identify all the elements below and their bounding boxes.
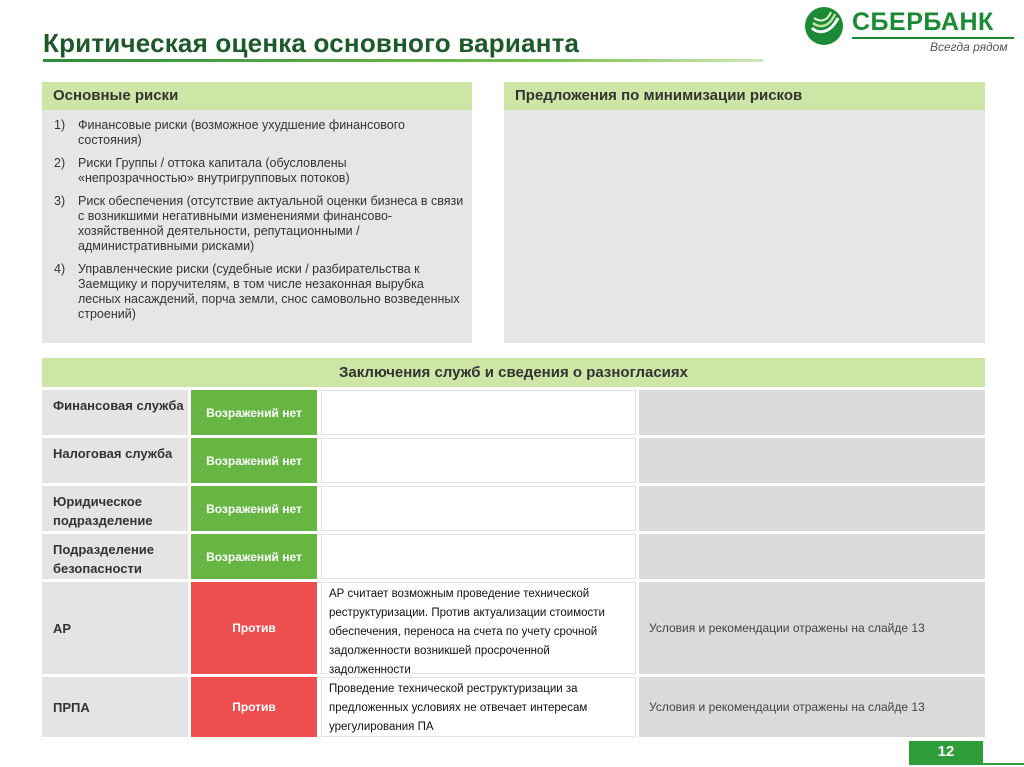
list-item-number: 2) [54, 156, 66, 170]
risks-list [42, 110, 472, 322]
table-row [42, 486, 985, 531]
title-underline [43, 59, 763, 62]
logo-divider [852, 37, 1014, 39]
recommendation-cell [639, 438, 985, 483]
page-title: Критическая оценка основного варианта [43, 28, 580, 58]
comment-cell [321, 438, 636, 483]
table-row [42, 390, 985, 435]
table-row [42, 438, 985, 483]
list-item-text: Финансовые риски (возможное ухудшение финансового состояния) [78, 118, 405, 147]
comment-cell: Проведение технической реструктуризации за предложенных условиях не отвечает интересам урегулирования ПА [321, 677, 636, 737]
list-item [54, 118, 464, 148]
list-item [54, 156, 464, 186]
list-item-text: Риски Группы / оттока капитала (обусловлены «непрозрачностью» внутригрупповых потоков) [78, 156, 350, 185]
table-row [42, 534, 985, 579]
footer-line [909, 763, 1024, 765]
logo-name: СБЕРБАНК [852, 8, 994, 36]
dept-cell: Юридическое подразделение [42, 486, 188, 531]
status-badge: Возражений нет [191, 438, 317, 483]
comment-cell: АР считает возможным проведение технической реструктуризации. Против актуализации стоимости обеспечения, переноса на счета по учету срочной задолженности возникшей просроченной задолженности [321, 582, 636, 674]
status-badge: Возражений нет [191, 534, 317, 579]
proposals-panel [504, 82, 985, 343]
list-item [54, 262, 464, 322]
sberbank-logo-icon [804, 6, 844, 46]
dept-cell: Налоговая служба [42, 438, 188, 483]
recommendation-cell: Условия и рекомендации отражены на слайде 13 [639, 677, 985, 737]
status-badge: Возражений нет [191, 486, 317, 531]
dept-cell: АР [42, 582, 188, 674]
dept-cell: Финансовая служба [42, 390, 188, 435]
recommendation-cell: Условия и рекомендации отражены на слайде 13 [639, 582, 985, 674]
sberbank-logo [804, 4, 1014, 60]
dept-cell: ПРПА [42, 677, 188, 737]
list-item-text: Управленческие риски (судебные иски / разбирательства к Заемщику и поручителям, в том числе незаконная вырубка лесных насаждений, порча земли, снос самовольно возведенных строений) [78, 262, 460, 321]
risks-panel [42, 82, 472, 343]
recommendation-cell [639, 390, 985, 435]
recommendation-cell [639, 534, 985, 579]
comment-cell [321, 390, 636, 435]
comment-cell [321, 534, 636, 579]
conclusions-table [42, 358, 985, 737]
page-number: 12 [909, 741, 983, 763]
list-item-number: 1) [54, 118, 66, 132]
table-row [42, 677, 985, 737]
table-row [42, 582, 985, 674]
list-item [54, 194, 464, 254]
list-item-number: 3) [54, 194, 66, 208]
list-item-number: 4) [54, 262, 66, 276]
logo-tagline: Всегда рядом [930, 40, 1008, 54]
list-item-text: Риск обеспечения (отсутствие актуальной оценки бизнеса в связи с возникшими негативными изменениями финансово-хозяйственной деятельности, репутационными / административными рисками) [78, 194, 464, 253]
risks-heading: Основные риски [42, 82, 472, 110]
status-badge: Против [191, 677, 317, 737]
dept-cell: Подразделение безопасности [42, 534, 188, 579]
proposals-heading: Предложения по минимизации рисков [504, 82, 985, 110]
comment-cell [321, 486, 636, 531]
recommendation-cell [639, 486, 985, 531]
status-badge: Возражений нет [191, 390, 317, 435]
status-badge: Против [191, 582, 317, 674]
conclusions-heading: Заключения служб и сведения о разногласиях [42, 358, 985, 387]
